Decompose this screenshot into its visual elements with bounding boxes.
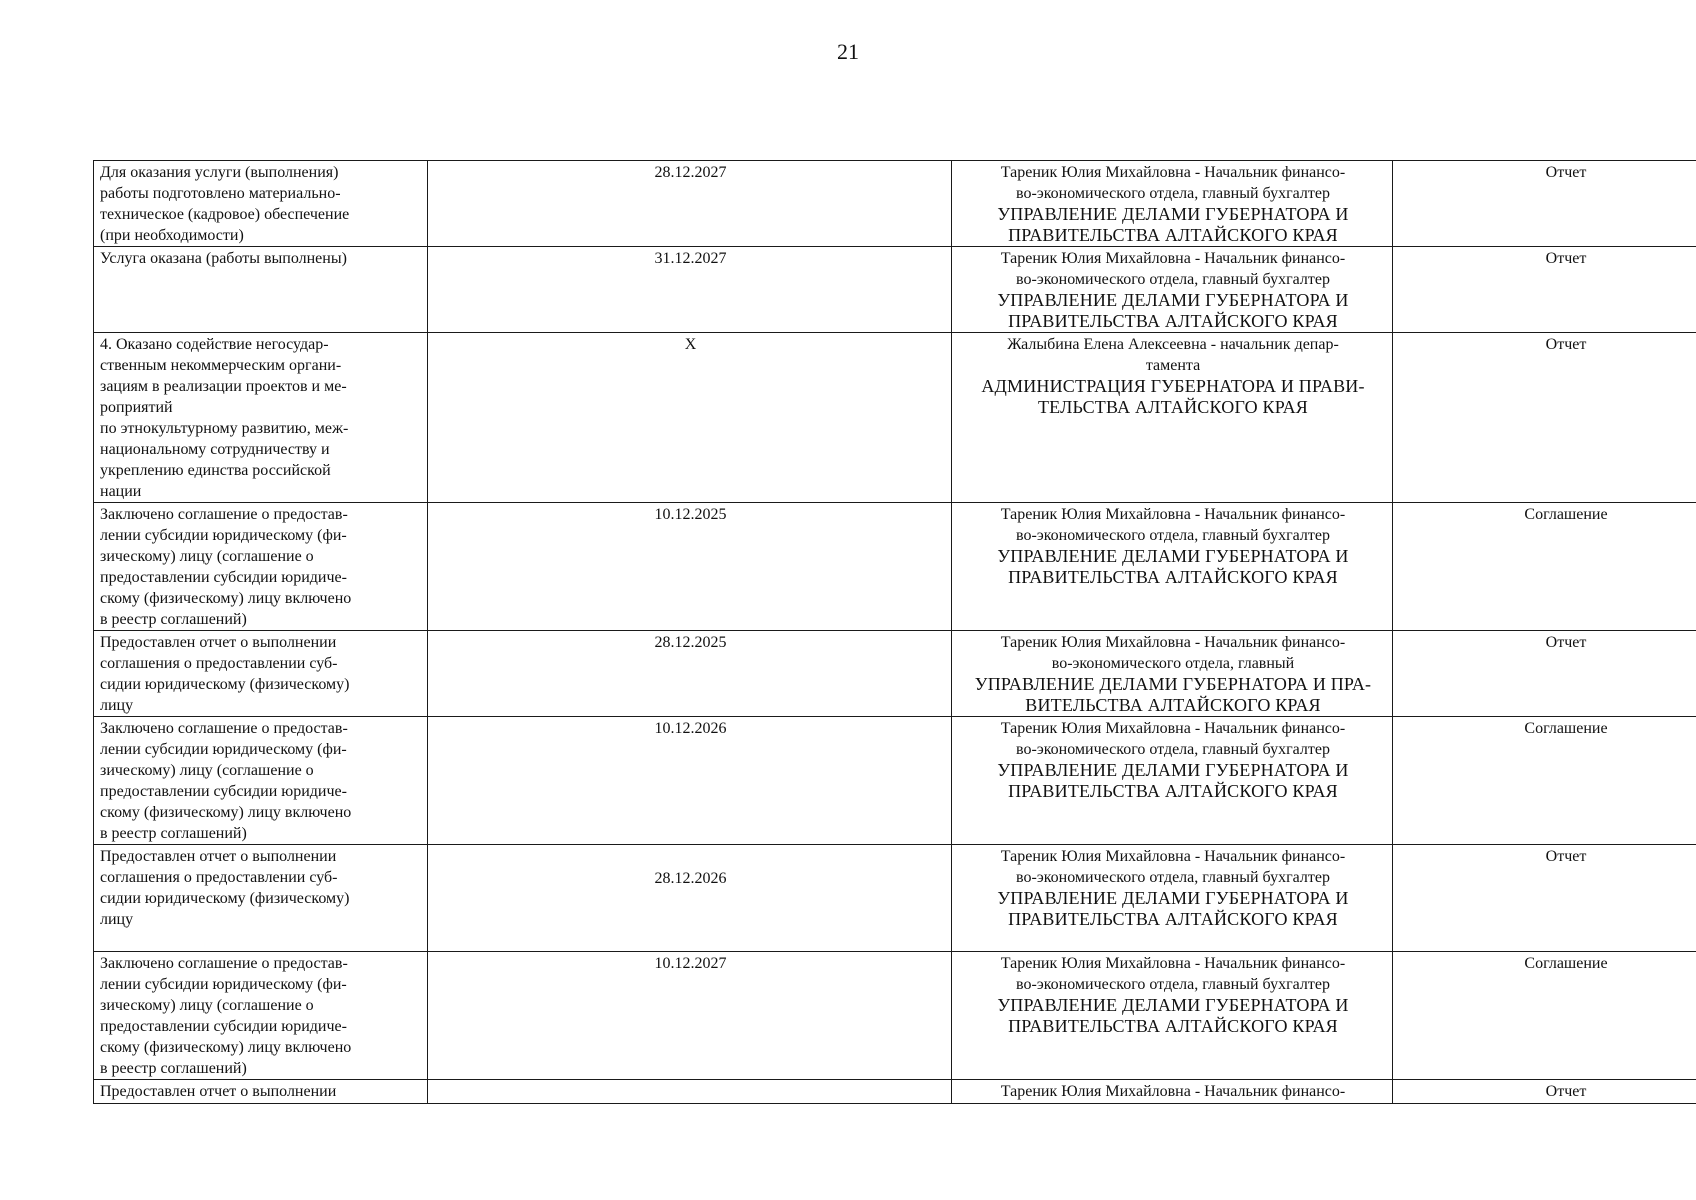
responsible-cell [952,503,1393,631]
event-cell [94,845,428,952]
responsible-person: Жалыбина Елена Алексеевна - начальник депар- тамента [1007,336,1339,374]
responsible-person: Тареник Юлия Михайловна - Начальник финансо- во-экономического отдела, главный бухгалтер [1000,720,1346,758]
event-text: Предоставлен отчет о выполнении соглашения о предоставлении суб- сидии юридическому (физическому) лицу [100,634,350,714]
event-text: Заключено соглашение о предостав- лении субсидии юридическому (фи- зическому) лицу (соглашение о предоставлении субсидии юридиче- скому (физическому) лицу включено в реестр соглашений) [100,506,352,628]
responsible-cell [952,631,1393,717]
event-text: Услуга оказана (работы выполнены) [100,250,347,267]
document-type-cell: Отчет [1393,247,1696,333]
table-row [94,247,1696,333]
control-points-table [93,160,1696,1104]
responsible-cell [952,717,1393,845]
date-cell: 10.12.2027 [428,952,952,1080]
event-cell [94,503,428,631]
document-type-cell: Отчет [1393,161,1696,247]
responsible-cell [952,952,1393,1080]
document-type-cell: Соглашение [1393,717,1696,845]
event-cell [94,247,428,333]
table-row [94,1080,1696,1104]
responsible-organization: УПРАВЛЕНИЕ ДЕЛАМИ ГУБЕРНАТОРА И ПРА- ВИТЕЛЬСТВА АЛТАЙСКОГО КРАЯ [974,674,1372,715]
responsible-person: Тареник Юлия Михайловна - Начальник финансо- во-экономического отдела, главный бухгалтер [1000,250,1346,288]
document-type-cell: Отчет [1393,333,1696,503]
event-cell [94,161,428,247]
table-row [94,845,1696,952]
table-row [94,161,1696,247]
table-row [94,503,1696,631]
document-type-cell: Соглашение [1393,952,1696,1080]
responsible-person: Тареник Юлия Михайловна - Начальник финансо- во-экономического отдела, главный бухгалтер [1000,955,1346,993]
responsible-organization: УПРАВЛЕНИЕ ДЕЛАМИ ГУБЕРНАТОРА И ПРАВИТЕЛЬСТВА АЛТАЙСКОГО КРАЯ [997,888,1349,929]
event-text: Предоставлен отчет о выполнении соглашения о предоставлении суб- сидии юридическому (физическому) лицу [100,848,350,928]
document-type-cell: Соглашение [1393,503,1696,631]
date-cell: 10.12.2025 [428,503,952,631]
event-cell [94,333,428,503]
responsible-person: Тареник Юлия Михайловна - Начальник финансо- во-экономического отдела, главный бухгалтер [1000,506,1346,544]
table-row [94,717,1696,845]
responsible-person: Тареник Юлия Михайловна - Начальник финансо- [1000,1083,1346,1100]
event-text: Предоставлен отчет о выполнении [100,1083,337,1100]
responsible-organization: УПРАВЛЕНИЕ ДЕЛАМИ ГУБЕРНАТОРА И ПРАВИТЕЛЬСТВА АЛТАЙСКОГО КРАЯ [997,546,1349,587]
responsible-cell [952,161,1393,247]
date-cell [428,845,952,952]
document-type-cell: Отчет [1393,631,1696,717]
event-text: 4. Оказано содействие негосудар- ственным некоммерческим органи- зациям в реализации проектов и ме- роприятий по этнокультурному развитию, меж- национальному сотрудничеству и укреплению единства российской нации [100,336,349,500]
table-row [94,333,1696,503]
event-text: Заключено соглашение о предостав- лении субсидии юридическому (фи- зическому) лицу (соглашение о предоставлении субсидии юридиче- скому (физическому) лицу включено в реестр соглашений) [100,955,352,1077]
responsible-person: Тареник Юлия Михайловна - Начальник финансо- во-экономического отдела, главный бухгалтер [1000,848,1346,886]
date-cell: X [428,333,952,503]
date-cell [428,1080,952,1104]
event-cell [94,952,428,1080]
responsible-organization: УПРАВЛЕНИЕ ДЕЛАМИ ГУБЕРНАТОРА И ПРАВИТЕЛЬСТВА АЛТАЙСКОГО КРАЯ [997,204,1349,245]
event-text: Заключено соглашение о предостав- лении субсидии юридическому (фи- зическому) лицу (соглашение о предоставлении субсидии юридиче- скому (физическому) лицу включено в реестр соглашений) [100,720,352,842]
date-text: 28.12.2026 [654,870,727,887]
responsible-organization: УПРАВЛЕНИЕ ДЕЛАМИ ГУБЕРНАТОРА И ПРАВИТЕЛЬСТВА АЛТАЙСКОГО КРАЯ [997,290,1349,331]
event-text: Для оказания услуги (выполнения) работы подготовлено материально- техническое (кадровое) обеспечение (при необходимости) [100,164,350,244]
table-row [94,631,1696,717]
page-number: 21 [837,39,859,64]
table-row [94,952,1696,1080]
date-cell: 28.12.2027 [428,161,952,247]
responsible-cell [952,333,1393,503]
document-type-cell: Отчет [1393,845,1696,952]
date-cell: 28.12.2025 [428,631,952,717]
responsible-organization: УПРАВЛЕНИЕ ДЕЛАМИ ГУБЕРНАТОРА И ПРАВИТЕЛЬСТВА АЛТАЙСКОГО КРАЯ [997,995,1349,1036]
responsible-person: Тареник Юлия Михайловна - Начальник финансо- во-экономического отдела, главный бухгалтер [1000,164,1346,202]
responsible-organization: АДМИНИСТРАЦИЯ ГУБЕРНАТОРА И ПРАВИ- ТЕЛЬСТВА АЛТАЙСКОГО КРАЯ [981,376,1365,417]
responsible-cell [952,845,1393,952]
date-cell: 10.12.2026 [428,717,952,845]
responsible-cell [952,1080,1393,1104]
event-cell [94,631,428,717]
date-cell: 31.12.2027 [428,247,952,333]
responsible-cell [952,247,1393,333]
event-cell [94,717,428,845]
responsible-organization: УПРАВЛЕНИЕ ДЕЛАМИ ГУБЕРНАТОРА И ПРАВИТЕЛЬСТВА АЛТАЙСКОГО КРАЯ [997,760,1349,801]
document-type-cell: Отчет [1393,1080,1696,1104]
event-cell [94,1080,428,1104]
responsible-person: Тареник Юлия Михайловна - Начальник финансо- во-экономического отдела, главный [1000,634,1346,672]
